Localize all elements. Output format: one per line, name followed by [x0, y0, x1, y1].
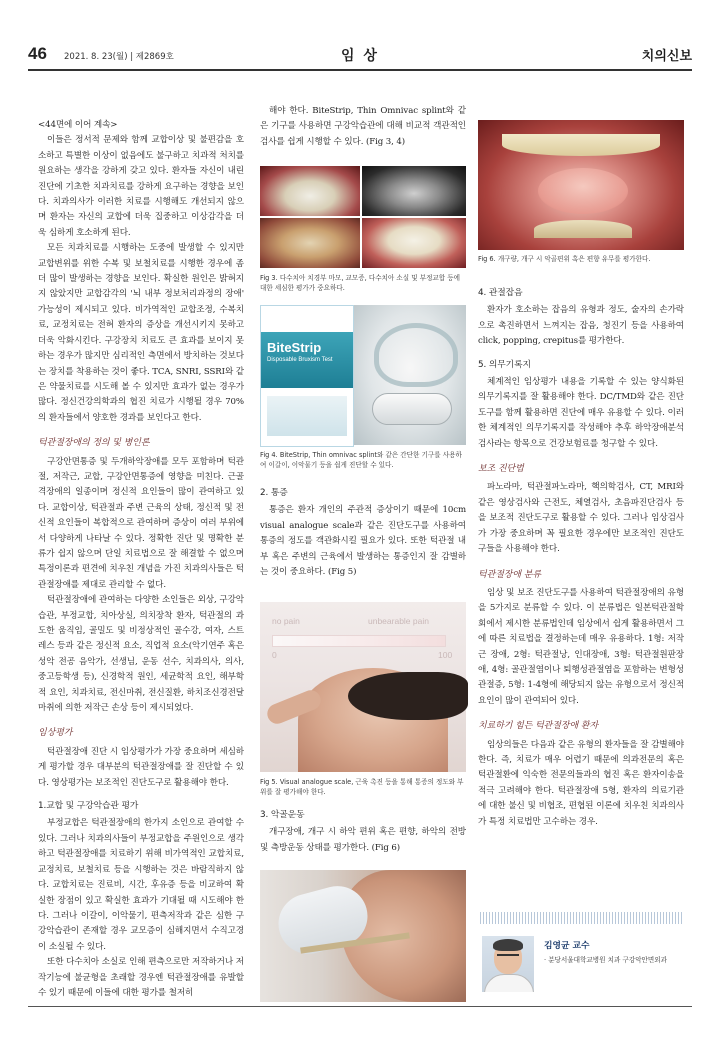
continued-note: <44면에 이어 계속>	[38, 120, 118, 130]
subsection-heading: 5. 의무기록지	[478, 359, 531, 370]
author-photo	[482, 936, 534, 992]
column-3	[478, 280, 684, 830]
bitestrip-subtitle: Disposable Bruxism Test	[267, 357, 333, 363]
header-rule	[28, 69, 692, 71]
vas-no-pain-label: no pain	[272, 616, 300, 626]
section-heading: 턱관절장애의 정의 및 병인론	[38, 438, 150, 449]
column-2-pain	[260, 486, 466, 580]
vas-min-label: 0	[272, 650, 277, 660]
paragraph: 파노라마, 턱관절파노라마, 핵의학검사, CT, MRI와 같은 영상검사와 근전도, 체열검사, 초음파진단검사 등을 보조적 진단도구로 활용할 수 있다. 그러나 임상검사가 가장 중요하며 꼭 필요한 경우에만 보조적인 진단도구들을 사용해야 한다.	[478, 482, 684, 555]
paragraph: 이들은 정서적 문제와 함께 교합이상 및 불편감을 호소하고 특별한 이상이 없음에도 불구하고 치과적 처치를 원요하는 생각을 강하게 갖고 있다. 환자들 자신이 내린 진단에 기초한 치과치료를 강하게 요구하는 경향을 보인다. 치과의사가 이러한 치료를 시행해도 개선되지 않으며 환자는 자신의 교합에 더욱 집중하고 이상감각을 더욱 심하게 호소하게 된다.	[38, 135, 244, 238]
section-heading: 보조 진단법	[478, 464, 524, 475]
author-hair	[493, 939, 523, 951]
page-number: 46	[28, 44, 47, 63]
section-heading: 턱관절장애 분류	[478, 569, 541, 580]
fig3-caption: Fig 3. 다수치아 치경부 마모, 교모증, 다수치아 소실 및 부정교합 등에 대한 세심한 평가가 중요하다.	[260, 274, 461, 292]
upper-teeth	[502, 134, 660, 156]
bitestrip-title: BiteStrip	[267, 340, 322, 355]
paragraph: 임상의들은 다음과 같은 유형의 환자들을 잘 감별해야 한다. 즉, 치료가 매우 어렵기 때문에 의과전문의 혹은 턱관절환에 익숙한 전문의들과의 협진 혹은 환자이송을 적극 고려해야 한다. 턱관절장애 5형, 환자의 의료기관에 대한 불신 및 비협조, 편협된 이론에 치우친 치과의사가 특정 치료법만 고수하는 경우.	[478, 739, 684, 827]
bitestrip-device	[372, 393, 452, 425]
paragraph: 턱관절장애 진단 시 임상평가가 가장 중요하며 세심하게 평가할 경우 대부분의 턱관절장애를 잘 진단할 수 있다. 영상평가는 보조적인 진단도구로 활용해야 한다.	[38, 746, 244, 788]
section-heading: 임상평가	[38, 728, 73, 739]
splint-shape	[374, 323, 458, 387]
fig6-caption: Fig 6. 개구량, 개구 시 악골편위 혹은 편향 유무를 평가한다.	[478, 255, 651, 263]
paragraph: 모든 치과치료를 시행하는 도중에 발생할 수 있지만 교합변위를 위한 수복 및 보철치료를 시행한 경우에 좀 더 많이 발생하는 경향을 보인다. 확실한 원인은 밝혀지지 않았지만 교합감각의 '뇌 내부 정보처리과정의 장애' 가능성이 제시되고 있다. 비가역적인 교합조정, 수복치료, 교정치료는 전혀 환자의 증상을 개선시키지 못하고 더욱 악화시킨다. 구강장치 치료도 큰 효과를 보이지 못하는 경우가 많지만 심리적인 측면에서 방치하는 것보다는 장치를 착용하는 것이 좋다. TCA, SNRI, SSRI와 같은 약물치료를 시도해 볼 수 있지만 효과가 없는 경우가 많다. 정신건강의학과의 협진 치료가 시행될 경우 70%의 환자들에서 양호한 경과를 보인다고 한다.	[38, 243, 244, 423]
fig4-bitestrip-box	[260, 305, 354, 447]
author-info	[544, 938, 667, 964]
bitestrip-device-image	[267, 396, 347, 436]
paragraph: 임상 및 보조 진단도구를 사용하여 턱관절장애의 유형을 5가지로 분류할 수 있다. 이 분류법은 일본턱관절학회에서 제시한 분류법인데 임상에서 쉽게 활용하면서 그에 따른 치료법을 결정하는데 매우 유용하다. 1형: 저작근 장애, 2형: 턱관절낭, 인대장애, 3형: 턱관절원판장애, 4형: 골관절염이나 퇴행성관절염을 포함하는 변형성 관절증, 5형: 1-4형에 해당되지 않는 유형으로서 정신적 요인이 많이 관여되어 있다.	[478, 587, 684, 706]
author-box-ruler	[480, 912, 684, 924]
author-name: 김영균 교수	[544, 941, 590, 951]
author-glasses	[497, 954, 519, 961]
paragraph: 또한 다수치아 소실로 인해 편측으로만 저작하거나 저작기능에 불균형을 초래할 경우엔 턱관절장애를 유발할 수 있기 때문에 이들에 대한 평가를 철저히	[38, 957, 244, 998]
fig3-photo-teeth-front	[362, 218, 466, 268]
paragraph: 해야 한다. BiteStrip, Thin Omnivac splint와 같은 기구를 사용하면 구강악습관에 대해 비교적 객관적인 검사를 쉽게 시행할 수 있다. (Fig 3, 4)	[260, 106, 466, 147]
paragraph: 구강안면통증 및 두개하악장애를 모두 포함하며 턱관절, 저작근, 교합, 구강안면통증에 영향을 미친다. 근골격장애의 일종이며 정신적 요인들이 많이 관여하고 있다. 교합이상, 턱관절과 주변 근육의 상태, 정신적 및 전신적 요인들이 복합적으로 관여하며 증상이 여러 부위에서 다양하게 나타날 수 있다. 정확한 진단 및 명확한 분류가 쉽지 않으며 단일 치료법으로 잘 해결할 수 없으며 특정이론과 편견에 치우친 개념을 가진 치과의사들은 턱관절장애를 제대로 관리할 수 없다.	[38, 456, 244, 590]
fig4-splint-photo	[354, 305, 466, 445]
page-header	[28, 46, 692, 66]
subsection-heading: 4. 관절잡음	[478, 288, 523, 298]
column-1	[38, 118, 244, 1001]
paragraph: 턱관절장애에 관여하는 다양한 소인들은 외상, 구강악습관, 부정교합, 치아상실, 의치장착 환자, 턱관절의 과도한 움직임, 골밀도 및 비정상적인 골수강, 여자, 스트레스 등과 같은 정신적 요소, 직업적 요소(악기연주 혹은 성악 전공 음악가, 선생님, 운동 선수, 치과의사, 의사, 중고등학생 등), 신경학적 원인, 세균학적 요인, 해부학적 요인, 치과치료, 전신마취, 전신질환, 하치조신경전달마취에 의한 저작근 손상 등이 제시되었다.	[38, 595, 244, 714]
tongue	[538, 168, 628, 214]
author-coat	[484, 974, 534, 992]
fig5-vas-photo	[260, 602, 466, 772]
fig5-caption: Fig 5. Visual analogue scale, 근육 촉진 등을 통해 통증의 정도와 부위를 잘 평가해야 한다.	[260, 778, 464, 796]
vas-max-label: 100	[438, 650, 453, 660]
masthead-logo: 치의신보	[641, 49, 692, 64]
section-title: 임 상	[341, 48, 379, 64]
column-2-jaw	[260, 808, 466, 856]
paragraph: 부정교합은 턱관절장애의 한가지 소인으로 관여할 수 있다. 그러나 치과의사들이 부정교합을 주원인으로 생각하고 턱관절장애를 치료하기 위해 비가역적인 교합치료, 교정치료, 보철치료 등을 시행하는 것은 바람직하지 않다. 교합치료는 진료비, 시간, 후유증 등을 비교하여 확실한 장점이 있고 확실한 효과가 기대될 때 시도해야 한다. 그러나 이갈이, 이악물기, 편측저작과 같은 심한 구강악습관이 존재할 경우 교모증이 심해지면서 수직고경이 소실될 수 있다.	[38, 818, 244, 952]
vas-unbearable-label: unbearable pain	[368, 616, 429, 626]
paragraph: 개구장애, 개구 시 하악 편위 혹은 편향, 하악의 전방 및 측방운동 상태를 평가한다. (Fig 6)	[260, 827, 466, 853]
subsection-heading: 1.교합 및 구강악습관 평가	[38, 801, 139, 812]
paragraph: 통증은 환자 개인의 주관적 증상이기 때문에 10cm visual analogue scale과 같은 진단도구를 사용하여 통증의 정도를 객관화시킬 필요가 있다. 또한 턱관절 내부 혹은 주변의 근육에서 발생하는 통증인지 잘 감별하는 것이 중요하다. (Fig 5)	[260, 505, 466, 578]
fig6-open-mouth-photo	[478, 120, 684, 250]
subsection-heading: 3. 악골운동	[260, 810, 305, 820]
paragraph: 체계적인 임상평가 내용을 기록할 수 있는 양식화된 의무기록지를 잘 활용해야 한다. DC/TMD와 같은 진단도구를 함께 활용하면 진단에 매우 유용할 수 있다. 이러한 체계적인 의무기록지를 작성해야 추후 하악장애분석검사라는 항목으로 건강보험료를 청구할 수 있다.	[478, 377, 684, 449]
fig3-photo-incisors	[260, 166, 360, 216]
fig3-photo-occlusal	[260, 218, 360, 268]
author-affiliation: · 분당서울대학교병원 치과 구강악안면외과	[544, 956, 668, 964]
lower-teeth	[534, 220, 632, 238]
patient-hair	[348, 672, 468, 720]
vas-scale-bar	[272, 635, 446, 647]
subsection-heading: 2. 통증	[260, 488, 288, 498]
footer-rule	[28, 1006, 692, 1007]
fig4-caption: Fig 4. BiteStrip, Thin omnivac splint와 같은 간단한 기구를 사용하여 이갈이, 이악물기 등을 쉽게 진단할 수 있다.	[260, 451, 462, 469]
section-heading: 치료하기 힘든 턱관절장애 환자	[478, 721, 599, 732]
issue-info: 2021. 8. 23(월) | 제2869호	[64, 52, 174, 62]
mouth-opening-photo	[260, 870, 466, 1002]
paragraph: 환자가 호소하는 잡음의 유형과 정도, 술자의 손가락으로 촉진하면서 느껴지는 잡음, 청진기 등을 사용하여 click, popping, crepitus를 평가한다.	[478, 305, 684, 347]
fig3-photo-panoramic-xray	[362, 166, 466, 216]
column-2	[260, 104, 466, 150]
